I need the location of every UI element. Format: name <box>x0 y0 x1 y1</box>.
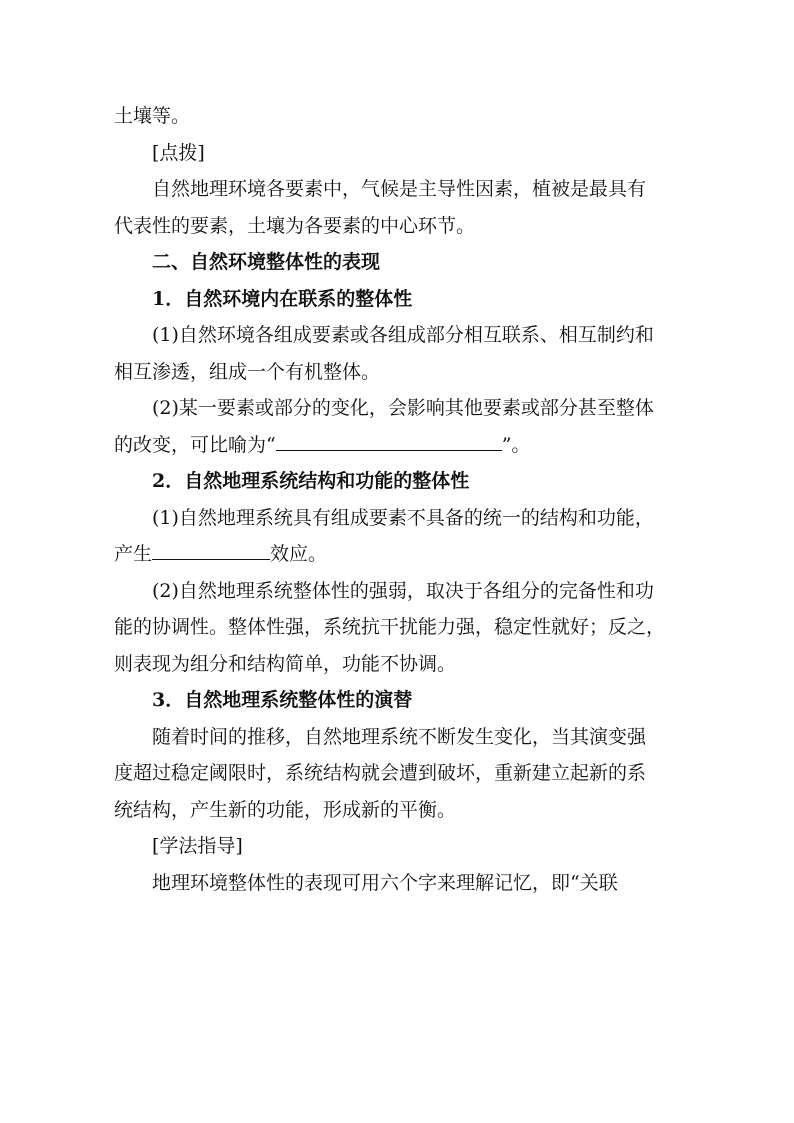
text-line: (1)自然环境各组成要素或各组成部分相互联系、相互制约和 <box>152 324 654 346</box>
text-fragment: 产生 <box>114 543 153 565</box>
text-line: 代表性的要素，土壤为各要素的中心环节。 <box>114 214 476 237</box>
text-line: 统结构，产生新的功能，形成新的平衡。 <box>114 798 457 821</box>
text-line: 能的协调性。整体性强，系统抗干扰能力强，稳定性就好；反之， <box>114 616 666 638</box>
section-heading: 二、自然环境整体性的表现 <box>152 251 381 273</box>
subsection-heading: 3．自然地理系统整体性的演替 <box>152 689 413 711</box>
text-line: (2)某一要素或部分的变化，会影响其他要素或部分甚至整体 <box>152 397 654 419</box>
text-line: (2)自然地理系统整体性的强弱，取决于各组分的完备性和功 <box>152 579 654 602</box>
subsection-heading: 2．自然地理系统结构和功能的整体性 <box>152 470 470 492</box>
text-line: 相互渗透，组成一个有机整体。 <box>114 360 381 383</box>
fill-in-blank[interactable] <box>152 537 270 560</box>
text-line: 土壤等。 <box>114 105 191 127</box>
fill-in-blank[interactable] <box>276 428 502 451</box>
tip-heading: [点拨] <box>152 141 205 164</box>
text-line: (1)自然地理系统具有组成要素不具备的统一的结构和功能， <box>152 506 654 529</box>
text-line: 地理环境整体性的表现可用六个字来理解记忆，即“关联 <box>152 871 618 894</box>
text-line-with-blank <box>114 427 684 464</box>
text-line: 则表现为组分和结构简单，功能不协调。 <box>114 652 457 675</box>
text-fragment: 效应。 <box>270 543 328 565</box>
text-fragment: 的改变，可比喻为“ <box>114 433 276 456</box>
text-line: 度超过稳定阈限时，系统结构就会遭到破坏，重新建立起新的系 <box>114 762 647 784</box>
document-page <box>114 98 684 901</box>
text-line-with-blank <box>114 536 684 573</box>
method-guide-heading: [学法指导] <box>152 835 243 857</box>
text-line: 随着时间的推移，自然地理系统不断发生变化，当其演变强 <box>152 725 647 748</box>
text-fragment: ”。 <box>501 433 531 456</box>
subsection-heading: 1．自然环境内在联系的整体性 <box>152 287 413 310</box>
text-line: 自然地理环境各要素中，气候是主导性因素，植被是最具有 <box>152 178 647 200</box>
